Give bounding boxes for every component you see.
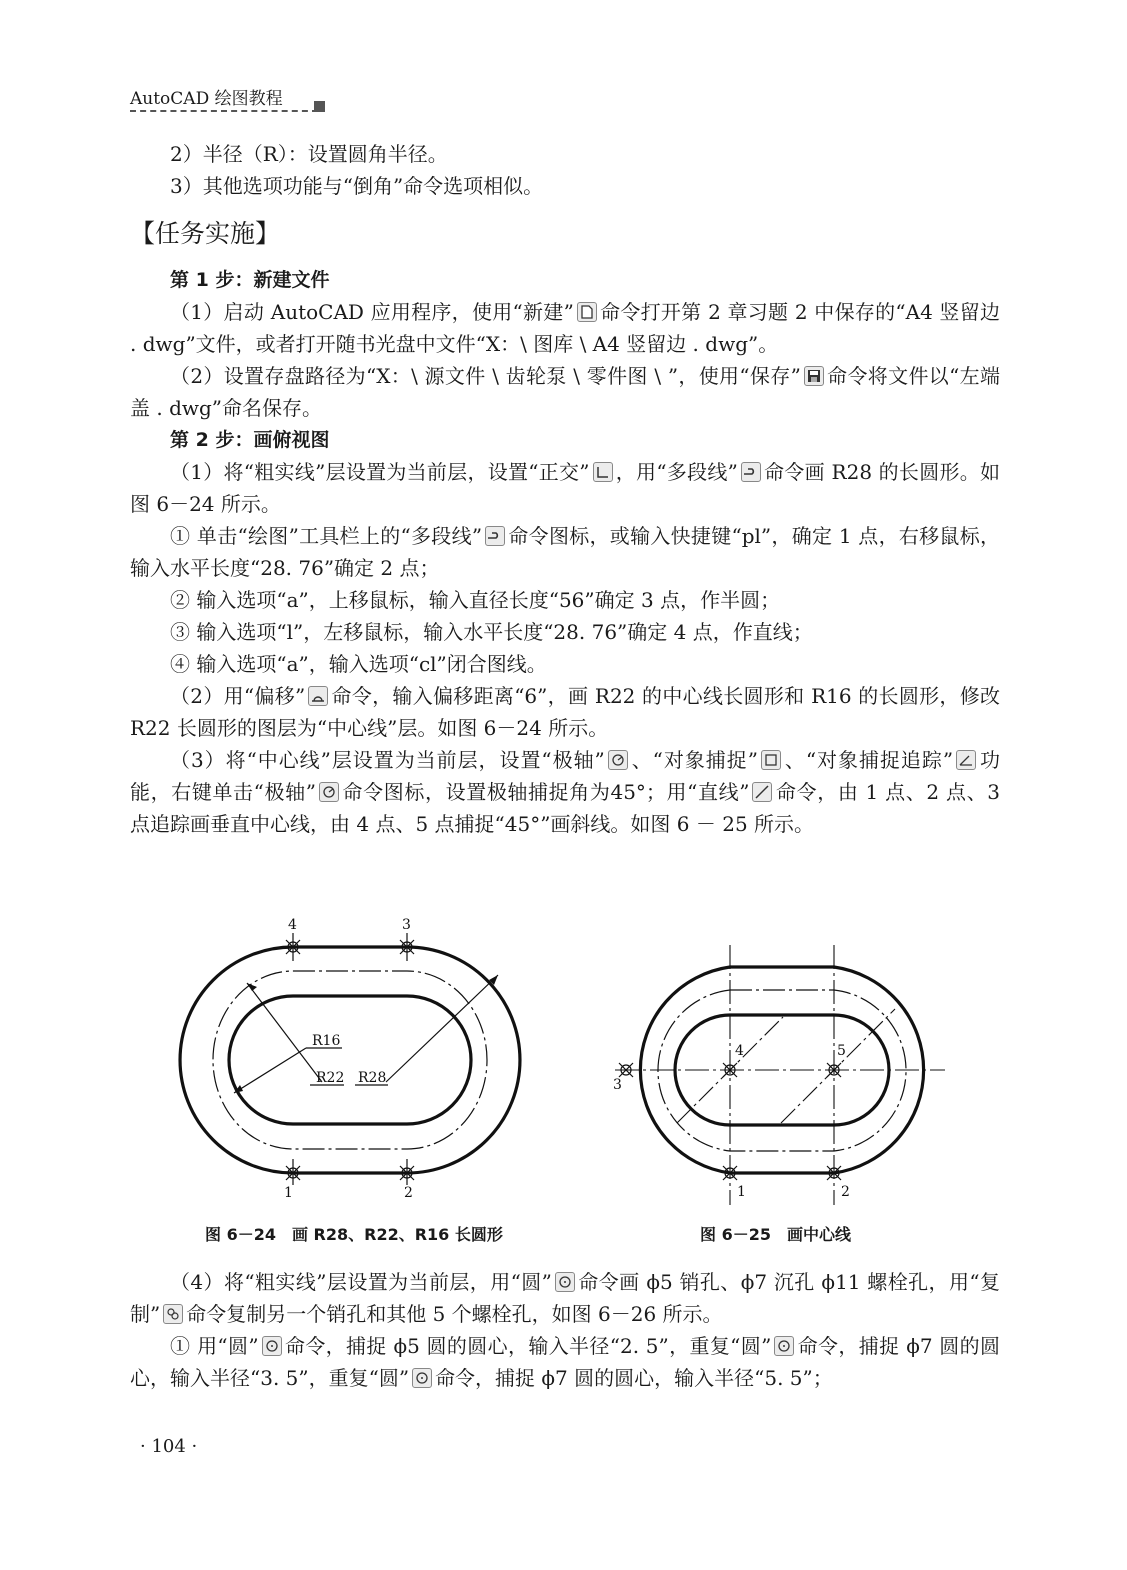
point-label-4: 4 <box>735 1043 744 1059</box>
point-label-3: 3 <box>613 1077 622 1093</box>
polar-icon <box>319 782 339 802</box>
running-header: AutoCAD 绘图教程 <box>130 89 283 109</box>
step2-para2: （2）用“偏移” 命令，输入偏移距离“6”，画 R22 的中心线长圆形和 R16 的长圆形，修改 R22 长圆形的图层为“中心线”层。如图 6－24 所示。 <box>130 684 1000 740</box>
circle-icon <box>555 1272 575 1292</box>
step2-para4: （4）将“粗实线”层设置为当前层，用“圆” 命令画 ϕ5 销孔、ϕ7 沉孔 ϕ11 螺栓孔，用“复制” 命令复制另一个销孔和其他 5 个螺栓孔，如图 6－26 所示。 <box>130 1270 1000 1326</box>
circle-icon <box>412 1368 432 1388</box>
point-label-1: 1 <box>284 1185 293 1201</box>
new-file-icon <box>577 302 597 322</box>
polar-icon <box>608 750 628 770</box>
label-r22: R22 <box>316 1070 345 1086</box>
step1-para2: （2）设置存盘路径为“X：\ 源文件 \ 齿轮泵 \ 零件图 \ ”，使用“保存” 命令将文件以“左端盖 . dwg”命名保存。 <box>130 364 1000 420</box>
point-label-3: 3 <box>402 917 411 933</box>
save-icon <box>804 366 824 386</box>
figure-6-24 <box>170 915 540 1205</box>
main-text-continued <box>130 1266 1000 1394</box>
circle-icon <box>774 1336 794 1356</box>
step2-substep3: ③ 输入选项“l”，左移鼠标，输入水平长度“28. 76”确定 4 点，作直线； <box>170 620 813 644</box>
point-label-1: 1 <box>737 1184 746 1200</box>
figure-6-24-caption: 图 6－24 画 R28、R22、R16 长圆形 <box>205 1225 503 1244</box>
label-r28: R28 <box>358 1070 387 1086</box>
snap-marker-1 <box>286 1159 300 1185</box>
polyline-icon <box>485 526 505 546</box>
line-icon <box>752 782 772 802</box>
step2-para3: （3）将“中心线”层设置为当前层，设置“极轴” 、“对象捕捉” 、“对象捕捉追踪” 功能，右键单击“极轴” 命令图标，设置极轴捕捉角为45°；用“直线” 命令，由 1 点、2 点、3 点追踪画垂直中心线，由 4 点、5 点捕捉“45°”画斜线。如图 6 － 25 所示。 <box>130 748 1001 836</box>
point-label-5: 5 <box>837 1043 846 1059</box>
point-label-2: 2 <box>841 1184 850 1200</box>
object-snap-tracking-icon <box>956 750 976 770</box>
step1-para1: （1）启动 AutoCAD 应用程序，使用“新建” 命令打开第 2 章习题 2 中保存的“A4 竖留边 . dwg”文件，或者打开随书光盘中文件“X：\ 图库 \ A4 竖留边 . dwg”。 <box>130 300 1000 356</box>
label-r16: R16 <box>312 1033 341 1049</box>
step1-title: 第 1 步：新建文件 <box>170 269 330 291</box>
intro-item-2: 2）半径（R）：设置圆角半径。 <box>170 142 448 166</box>
snap-marker-2 <box>400 1159 414 1185</box>
object-snap-icon <box>761 750 781 770</box>
inner-obround-r16 <box>229 996 471 1124</box>
intro-item-3: 3）其他选项功能与“倒角”命令选项相似。 <box>170 174 544 198</box>
step2-title: 第 2 步：画俯视图 <box>170 429 330 451</box>
header-marker <box>314 101 325 112</box>
section-title: 【任务实施】 <box>130 219 281 248</box>
center-obround-r22 <box>213 971 487 1149</box>
step2-substep2: ② 输入选项“a”，上移鼠标，输入直径长度“56”确定 3 点，作半圆； <box>170 588 781 612</box>
page-number: · 104 · <box>140 1436 198 1457</box>
step2-substep4: ④ 输入选项“a”，输入选项“cl”闭合图线。 <box>170 652 547 676</box>
copy-icon <box>163 1304 183 1324</box>
snap-marker-3 <box>400 933 414 961</box>
header-rule <box>130 110 318 112</box>
figure-6-25-caption: 图 6－25 画中心线 <box>700 1225 851 1244</box>
snap-marker-4 <box>286 933 300 961</box>
step2-para1: （1）将“粗实线”层设置为当前层，设置“正交” ，用“多段线” 命令画 R28 的长圆形。如图 6－24 所示。 <box>130 460 1001 516</box>
polyline-icon <box>741 462 761 482</box>
outer-obround-r28 <box>180 947 520 1173</box>
step2-substep1: ① 单击“绘图”工具栏上的“多段线” 命令图标，或输入快捷键“pl”，确定 1 点，右移鼠标，输入水平长度“28. 76”确定 2 点； <box>130 524 1000 580</box>
figure-6-25 <box>605 935 955 1205</box>
offset-icon <box>308 686 328 706</box>
point-label-2: 2 <box>404 1185 413 1201</box>
main-text <box>130 138 1000 840</box>
point-label-4: 4 <box>288 917 297 933</box>
step2b-substep1: ① 用“圆” 命令，捕捉 ϕ5 圆的圆心，输入半径“2. 5”，重复“圆” 命令，捕捉 ϕ7 圆的圆心，输入半径“3. 5”，重复“圆” 命令，捕捉 ϕ7 圆的圆心，输入半径“5. 5”； <box>130 1334 1000 1390</box>
ortho-icon <box>593 462 613 482</box>
circle-icon <box>262 1336 282 1356</box>
